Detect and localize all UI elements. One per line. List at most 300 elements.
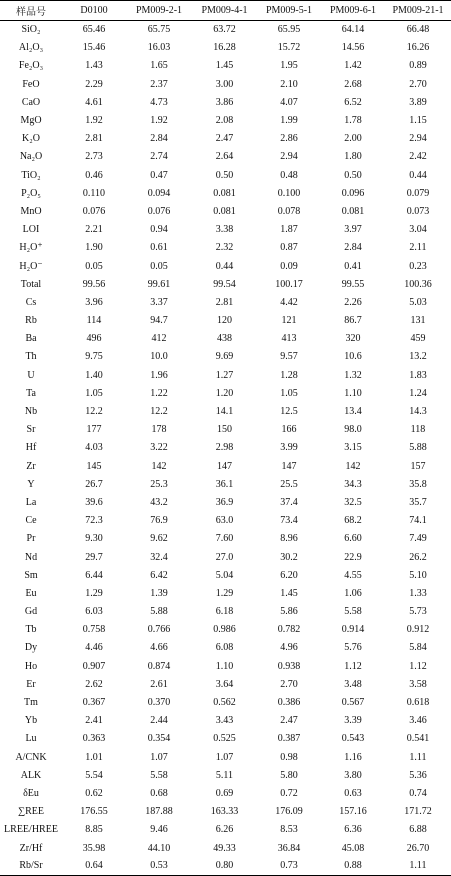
row-label-cell: MnO — [20, 205, 42, 217]
value-cell: 3.96 — [85, 296, 103, 308]
value-cell: 2.11 — [409, 242, 427, 254]
value-cell: 34.3 — [344, 478, 362, 490]
value-cell: 8.85 — [85, 824, 103, 836]
value-cell: 14.56 — [341, 42, 365, 54]
value-cell: 0.907 — [82, 660, 106, 672]
value-cell: 2.68 — [344, 78, 362, 90]
value-cell: 9.69 — [215, 351, 234, 363]
value-cell: 166 — [281, 424, 297, 436]
value-cell: 6.42 — [150, 569, 168, 581]
value-cell: 26.2 — [409, 551, 427, 563]
value-cell: 25.5 — [280, 478, 298, 490]
value-cell: 2.08 — [215, 115, 234, 127]
value-cell: 0.41 — [344, 260, 362, 272]
value-cell: 1.92 — [150, 115, 168, 127]
value-cell: 0.562 — [213, 697, 236, 709]
value-cell: 1.45 — [215, 60, 234, 72]
value-cell: 1.24 — [409, 387, 427, 399]
table-row — [0, 821, 451, 839]
row-label-cell: Lu — [25, 733, 37, 745]
value-cell: 0.079 — [406, 187, 430, 199]
value-cell: 2.26 — [344, 296, 362, 308]
row-label-cell: Hf — [25, 442, 37, 454]
value-cell: 142 — [151, 460, 167, 472]
row-label-cell: Sm — [24, 569, 38, 581]
table-row — [0, 75, 451, 93]
value-cell: 65.95 — [277, 24, 301, 36]
value-cell: 131 — [410, 315, 426, 327]
value-cell: 4.55 — [344, 569, 362, 581]
row-label-cell: δEu — [23, 787, 39, 799]
table-row — [0, 293, 451, 311]
value-cell: 0.367 — [82, 697, 106, 709]
value-cell: 1.05 — [280, 387, 298, 399]
value-cell: 1.16 — [344, 751, 362, 763]
row-label-cell: Fe₂O₃ — [18, 60, 44, 72]
value-cell: 1.33 — [409, 587, 427, 599]
value-cell: 94.7 — [150, 315, 168, 327]
table-row — [0, 130, 451, 148]
value-cell: 29.7 — [85, 551, 103, 563]
value-cell: 496 — [86, 333, 102, 345]
value-cell: 2.47 — [280, 715, 298, 727]
value-cell: 0.363 — [82, 733, 106, 745]
value-cell: 3.43 — [215, 715, 234, 727]
row-label-cell: H₂O⁻ — [19, 260, 43, 272]
value-cell: 9.62 — [150, 533, 168, 545]
value-cell: 13.2 — [409, 351, 427, 363]
value-cell: 1.10 — [215, 660, 234, 672]
value-cell: 120 — [217, 315, 232, 327]
value-cell: 157.16 — [339, 806, 367, 818]
value-cell: 98.0 — [344, 424, 362, 436]
row-label-cell: LOI — [22, 224, 40, 236]
value-cell: 0.61 — [150, 242, 168, 254]
value-cell: 6.26 — [215, 824, 234, 836]
table-row — [0, 566, 451, 584]
table-row — [0, 530, 451, 548]
value-cell: 2.70 — [280, 678, 298, 690]
table-body — [0, 21, 451, 876]
value-cell: 5.04 — [215, 569, 234, 581]
value-cell: 39.6 — [85, 496, 103, 508]
row-label-cell: Rb — [25, 315, 37, 327]
value-cell: 4.46 — [85, 642, 103, 654]
value-cell: 30.2 — [280, 551, 298, 563]
value-cell: 45.08 — [341, 842, 365, 854]
table-row — [0, 239, 451, 257]
table-row — [0, 275, 451, 293]
value-cell: 1.10 — [344, 387, 362, 399]
value-cell: 147 — [281, 460, 297, 472]
value-cell: 1.99 — [280, 115, 298, 127]
value-cell: 0.23 — [409, 260, 427, 272]
value-cell: 2.94 — [409, 133, 427, 145]
value-cell: 0.782 — [277, 624, 301, 636]
value-cell: 9.75 — [85, 351, 103, 363]
value-cell: 99.56 — [82, 278, 106, 290]
table-row — [0, 257, 451, 275]
row-label-cell: Ce — [25, 515, 37, 527]
value-cell: 2.42 — [409, 151, 427, 163]
value-cell: 2.84 — [344, 242, 362, 254]
table-row — [0, 312, 451, 330]
table-header — [0, 1, 451, 21]
value-cell: 0.88 — [321, 857, 385, 875]
value-cell: 5.84 — [409, 642, 427, 654]
value-cell: 3.80 — [344, 769, 362, 781]
value-cell: 157 — [410, 460, 426, 472]
value-cell: 0.48 — [280, 169, 298, 181]
value-cell: 99.55 — [341, 278, 365, 290]
value-cell: 3.37 — [150, 296, 168, 308]
value-cell: 1.39 — [150, 587, 168, 599]
table-row — [0, 803, 451, 821]
value-cell: 6.36 — [344, 824, 362, 836]
row-label-cell: Na₂O — [19, 151, 43, 163]
row-label-cell: ∑REE — [17, 806, 44, 818]
value-cell: 0.076 — [147, 205, 171, 217]
value-cell: 12.2 — [150, 406, 168, 418]
value-cell: 438 — [217, 333, 232, 345]
value-cell: 1.80 — [344, 151, 362, 163]
value-cell: 0.80 — [192, 857, 257, 875]
row-label-cell: Total — [20, 278, 42, 290]
value-cell: 26.70 — [406, 842, 430, 854]
value-cell: 0.87 — [280, 242, 298, 254]
row-label-cell: Nd — [24, 551, 38, 563]
value-cell: 63.72 — [213, 24, 236, 36]
value-cell: 2.29 — [85, 78, 103, 90]
value-cell: 5.80 — [280, 769, 298, 781]
value-cell: 0.68 — [150, 787, 168, 799]
table-row — [0, 93, 451, 111]
value-cell: 1.29 — [215, 587, 234, 599]
value-cell: 5.58 — [344, 606, 362, 618]
header-cell-sample-label: 样品号 — [0, 1, 62, 21]
value-cell: 1.07 — [150, 751, 168, 763]
value-cell: 3.00 — [215, 78, 234, 90]
value-cell: 0.914 — [341, 624, 365, 636]
value-cell: 10.6 — [344, 351, 362, 363]
value-cell: 65.75 — [147, 24, 171, 36]
table-row — [0, 784, 451, 802]
table-row — [0, 402, 451, 420]
table-row — [0, 657, 451, 675]
table-row — [0, 857, 451, 875]
value-cell: 5.36 — [409, 769, 427, 781]
value-cell: 0.986 — [213, 624, 236, 636]
row-label-cell: Eu — [25, 587, 37, 599]
value-cell: 1.05 — [85, 387, 103, 399]
value-cell: 0.50 — [344, 169, 362, 181]
value-cell: 4.03 — [85, 442, 103, 454]
value-cell: 4.07 — [280, 96, 298, 108]
value-cell: 114 — [86, 315, 102, 327]
value-cell: 7.60 — [215, 533, 234, 545]
value-cell: 2.74 — [150, 151, 168, 163]
value-cell: 3.99 — [280, 442, 298, 454]
value-cell: 3.04 — [409, 224, 427, 236]
row-label-cell: Th — [25, 351, 37, 363]
row-label-cell: Yb — [24, 715, 38, 727]
value-cell: 413 — [281, 333, 297, 345]
value-cell: 0.44 — [409, 169, 427, 181]
table-row — [0, 621, 451, 639]
value-cell: 0.912 — [406, 624, 430, 636]
value-cell: 5.03 — [409, 296, 427, 308]
value-cell: 2.81 — [85, 133, 103, 145]
value-cell: 2.62 — [85, 678, 103, 690]
value-cell: 99.61 — [147, 278, 171, 290]
row-label-cell: Tb — [25, 624, 37, 636]
value-cell: 6.60 — [344, 533, 362, 545]
value-cell: 4.61 — [85, 96, 103, 108]
value-cell: 176.09 — [275, 806, 303, 818]
table-row — [0, 184, 451, 202]
value-cell: 163.33 — [210, 806, 239, 818]
value-cell: 0.386 — [277, 697, 301, 709]
value-cell: 12.5 — [280, 406, 298, 418]
value-cell: 68.2 — [344, 515, 362, 527]
value-cell: 320 — [345, 333, 361, 345]
row-label-cell: A/CNK — [15, 751, 47, 763]
row-label-cell: Gd — [24, 606, 38, 618]
value-cell: 177 — [86, 424, 102, 436]
value-cell: 2.00 — [344, 133, 362, 145]
value-cell: 0.081 — [341, 205, 365, 217]
value-cell: 35.98 — [82, 842, 106, 854]
value-cell: 14.1 — [215, 406, 234, 418]
table-row — [0, 111, 451, 129]
value-cell: 1.12 — [409, 660, 427, 672]
table-row — [0, 57, 451, 75]
value-cell: 1.15 — [409, 115, 427, 127]
row-label-cell: Rb/Sr — [0, 857, 62, 875]
table-row — [0, 839, 451, 857]
value-cell: 145 — [86, 460, 102, 472]
value-cell: 0.073 — [406, 205, 430, 217]
row-label-cell: LREE/HREE — [4, 824, 58, 836]
value-cell: 1.06 — [344, 587, 362, 599]
row-label-cell: Cs — [25, 296, 37, 308]
row-label-cell: Ta — [26, 387, 36, 399]
value-cell: 5.88 — [150, 606, 168, 618]
row-label-cell: Y — [27, 478, 35, 490]
value-cell: 12.2 — [85, 406, 103, 418]
value-cell: 142 — [345, 460, 361, 472]
value-cell: 16.26 — [406, 42, 430, 54]
value-cell: 0.094 — [147, 187, 171, 199]
value-cell: 0.53 — [126, 857, 192, 875]
value-cell: 6.18 — [215, 606, 234, 618]
value-cell: 1.11 — [409, 751, 427, 763]
value-cell: 15.72 — [277, 42, 301, 54]
value-cell: 37.4 — [280, 496, 298, 508]
value-cell: 0.98 — [280, 751, 298, 763]
value-cell: 150 — [217, 424, 232, 436]
value-cell: 0.09 — [280, 260, 298, 272]
value-cell: 1.92 — [85, 115, 103, 127]
value-cell: 0.05 — [150, 260, 168, 272]
value-cell: 6.03 — [85, 606, 103, 618]
value-cell: 13.4 — [344, 406, 362, 418]
table-row — [0, 603, 451, 621]
value-cell: 4.96 — [280, 642, 298, 654]
value-cell: 0.370 — [147, 697, 171, 709]
value-cell: 2.41 — [85, 715, 103, 727]
table-row — [0, 639, 451, 657]
value-cell: 0.543 — [341, 733, 365, 745]
value-cell: 36.1 — [215, 478, 234, 490]
value-cell: 0.100 — [277, 187, 301, 199]
table-row — [0, 148, 451, 166]
header-cell-sample: PM009-5-1 — [257, 1, 321, 21]
value-cell: 1.96 — [150, 369, 168, 381]
value-cell: 2.61 — [150, 678, 168, 690]
value-cell: 1.43 — [85, 60, 103, 72]
value-cell: 1.78 — [344, 115, 362, 127]
table-row — [0, 439, 451, 457]
value-cell: 2.37 — [150, 78, 168, 90]
value-cell: 5.73 — [409, 606, 427, 618]
value-cell: 1.95 — [280, 60, 298, 72]
value-cell: 176.55 — [80, 806, 108, 818]
value-cell: 74.1 — [409, 515, 427, 527]
value-cell: 2.94 — [280, 151, 298, 163]
value-cell: 147 — [217, 460, 232, 472]
value-cell: 1.40 — [85, 369, 103, 381]
value-cell: 0.938 — [277, 660, 301, 672]
row-label-cell: TiO₂ — [21, 169, 41, 181]
value-cell: 6.88 — [409, 824, 427, 836]
table-row — [0, 202, 451, 220]
value-cell: 0.081 — [213, 205, 236, 217]
table-row — [0, 766, 451, 784]
value-cell: 1.12 — [344, 660, 362, 672]
value-cell: 49.33 — [213, 842, 236, 854]
table-row — [0, 457, 451, 475]
value-cell: 43.2 — [150, 496, 168, 508]
row-label-cell: H₂O⁺ — [19, 242, 43, 254]
value-cell: 1.11 — [385, 857, 451, 875]
value-cell: 36.9 — [215, 496, 234, 508]
table-row — [0, 166, 451, 184]
value-cell: 9.46 — [150, 824, 168, 836]
row-label-cell: U — [27, 369, 35, 381]
value-cell: 118 — [410, 424, 426, 436]
row-label-cell: ALK — [20, 769, 42, 781]
value-cell: 1.83 — [409, 369, 427, 381]
value-cell: 44.10 — [147, 842, 171, 854]
table-row — [0, 330, 451, 348]
table-row — [0, 421, 451, 439]
value-cell: 3.48 — [344, 678, 362, 690]
value-cell: 72.3 — [85, 515, 103, 527]
value-cell: 22.9 — [344, 551, 362, 563]
value-cell: 0.387 — [277, 733, 301, 745]
value-cell: 0.567 — [341, 697, 365, 709]
table-row — [0, 493, 451, 511]
value-cell: 1.45 — [280, 587, 298, 599]
value-cell: 9.57 — [280, 351, 298, 363]
value-cell: 76.9 — [150, 515, 168, 527]
value-cell: 0.73 — [257, 857, 321, 875]
value-cell: 15.46 — [82, 42, 106, 54]
value-cell: 3.86 — [215, 96, 234, 108]
value-cell: 0.078 — [277, 205, 301, 217]
value-cell: 1.42 — [344, 60, 362, 72]
value-cell: 3.97 — [344, 224, 362, 236]
value-cell: 0.44 — [215, 260, 234, 272]
row-label-cell: Zr — [26, 460, 36, 472]
value-cell: 0.076 — [82, 205, 106, 217]
value-cell: 5.54 — [85, 769, 103, 781]
value-cell: 0.64 — [62, 857, 126, 875]
row-label-cell: MgO — [20, 115, 42, 127]
table-row — [0, 512, 451, 530]
value-cell: 5.76 — [344, 642, 362, 654]
value-cell: 0.110 — [82, 187, 106, 199]
value-cell: 32.5 — [344, 496, 362, 508]
value-cell: 412 — [151, 333, 167, 345]
value-cell: 1.87 — [280, 224, 298, 236]
value-cell: 6.20 — [280, 569, 298, 581]
value-cell: 0.874 — [147, 660, 171, 672]
value-cell: 32.4 — [150, 551, 168, 563]
value-cell: 26.7 — [85, 478, 103, 490]
value-cell: 0.541 — [406, 733, 430, 745]
value-cell: 0.354 — [147, 733, 171, 745]
table-row — [0, 39, 451, 57]
value-cell: 6.52 — [344, 96, 362, 108]
row-label-cell: Sr — [26, 424, 36, 436]
value-cell: 2.44 — [150, 715, 168, 727]
value-cell: 3.38 — [215, 224, 234, 236]
value-cell: 5.10 — [409, 569, 427, 581]
value-cell: 1.90 — [85, 242, 103, 254]
value-cell: 187.88 — [145, 806, 173, 818]
row-label-cell: Dy — [24, 642, 38, 654]
table-row — [0, 584, 451, 602]
header-cell-sample: PM009-4-1 — [192, 1, 257, 21]
value-cell: 3.89 — [409, 96, 427, 108]
value-cell: 14.3 — [409, 406, 427, 418]
value-cell: 1.28 — [280, 369, 298, 381]
value-cell: 1.29 — [85, 587, 103, 599]
value-cell: 0.89 — [409, 60, 427, 72]
value-cell: 1.01 — [85, 751, 103, 763]
value-cell: 5.86 — [280, 606, 298, 618]
value-cell: 2.32 — [215, 242, 234, 254]
value-cell: 3.58 — [409, 678, 427, 690]
header-row — [0, 1, 451, 21]
value-cell: 2.86 — [280, 133, 298, 145]
value-cell: 0.72 — [280, 787, 298, 799]
row-label-cell: CaO — [21, 96, 41, 108]
value-cell: 0.62 — [85, 787, 103, 799]
row-label-cell: SiO₂ — [21, 24, 41, 36]
value-cell: 65.46 — [82, 24, 106, 36]
value-cell: 64.14 — [341, 24, 365, 36]
value-cell: 3.64 — [215, 678, 234, 690]
value-cell: 1.07 — [215, 751, 234, 763]
value-cell: 2.98 — [215, 442, 234, 454]
value-cell: 36.84 — [277, 842, 301, 854]
value-cell: 3.39 — [344, 715, 362, 727]
value-cell: 0.47 — [150, 169, 168, 181]
table-row — [0, 384, 451, 402]
